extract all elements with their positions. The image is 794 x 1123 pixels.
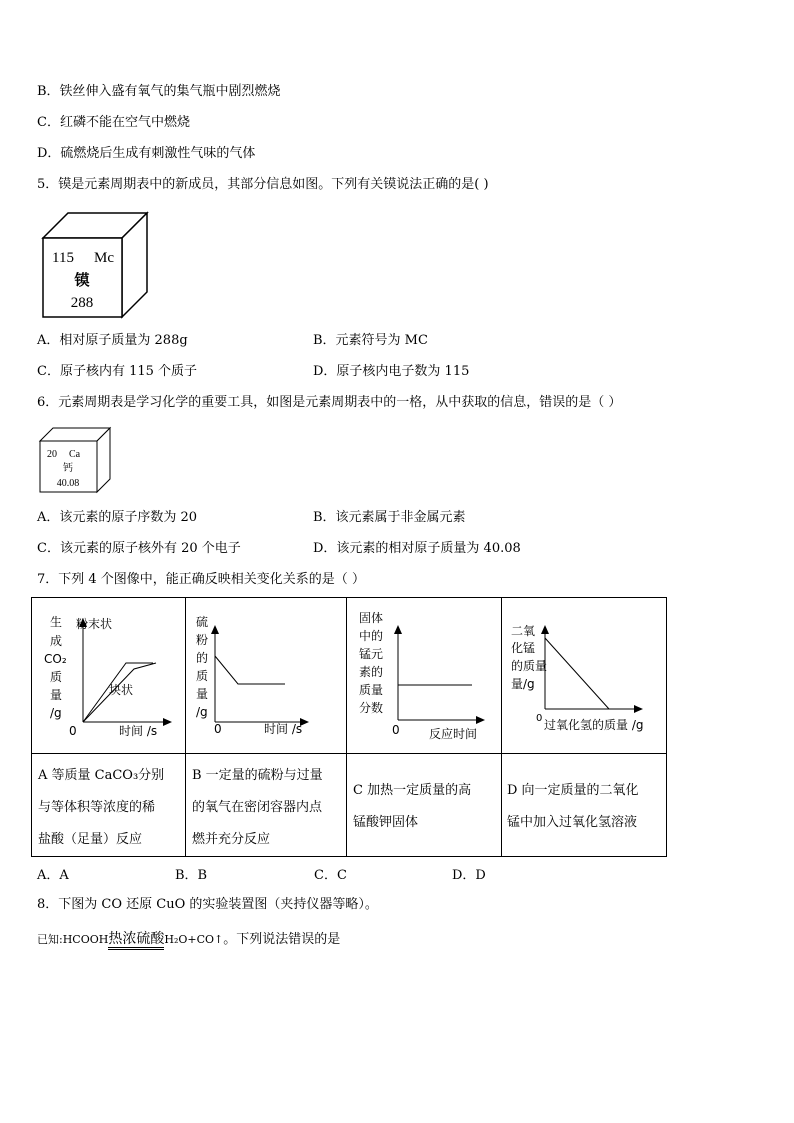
q6-tile-number: 20 — [47, 449, 57, 460]
svg-text:量/g: 量/g — [511, 677, 535, 691]
svg-text:0: 0 — [69, 724, 77, 738]
q6-option-c: C．该元素的原子核外有 20 个电子 — [37, 541, 241, 556]
q5-option-a: A．相对原子质量为 288g — [37, 333, 188, 348]
svg-text:时间 /s: 时间 /s — [119, 724, 158, 738]
svg-text:粉末状: 粉末状 — [76, 617, 113, 631]
q7-option-c: C．C — [314, 868, 347, 883]
q8-stem: 8．下图为 CO 还原 CuO 的实验装置图（夹持仪器等略）。 — [37, 897, 378, 912]
svg-text:量: 量 — [196, 687, 209, 701]
q7-caption-d: D 向一定质量的二氧化 锰中加入过氧化氢溶液 — [507, 783, 639, 830]
svg-text:素的: 素的 — [359, 665, 384, 679]
svg-text:/g: /g — [196, 705, 208, 719]
svg-text:0: 0 — [392, 723, 400, 737]
q7-graph-c — [347, 598, 501, 753]
q5-option-d: D．原子核内电子数为 115 — [313, 364, 470, 379]
q7-graph-d — [502, 598, 667, 753]
q8-known-suffix: 。下列说法错误的是 — [223, 932, 341, 947]
q7-graph-table — [31, 597, 667, 857]
svg-text:硫: 硫 — [196, 615, 209, 629]
q6-tile-mass: 40.08 — [56, 478, 80, 489]
svg-text:0: 0 — [214, 722, 222, 736]
svg-text:/g: /g — [50, 706, 62, 720]
q5-tile-mass: 288 — [70, 295, 94, 311]
svg-text:化锰: 化锰 — [511, 641, 536, 655]
q5-tile-name: 镆 — [74, 271, 90, 289]
svg-text:反应时间: 反应时间 — [429, 727, 478, 741]
svg-text:过氧化氢的质量 /g: 过氧化氢的质量 /g — [544, 718, 644, 732]
q7-caption-a: A 等质量 CaCO₃分别 与等体积等浓度的稀 盐酸（足量）反应 — [38, 768, 165, 847]
q5-tile-number: 115 — [52, 250, 74, 266]
q6-tile-name: 钙 — [63, 463, 73, 474]
q4-option-c: C．红磷不能在空气中燃烧 — [37, 115, 190, 130]
q6-element-tile — [38, 426, 112, 494]
q5-element-tile — [40, 210, 150, 320]
svg-text:时间 /s: 时间 /s — [264, 722, 303, 736]
q5-tile-symbol: Mc — [94, 250, 114, 266]
q8-reactant: 已知:HCOOH — [37, 933, 109, 946]
q7-caption-c: C 加热一定质量的高 锰酸钾固体 — [353, 783, 472, 830]
q8-condition: 热浓硫酸 — [108, 931, 164, 950]
q6-option-b: B．该元素属于非金属元素 — [313, 510, 466, 525]
svg-text:质: 质 — [50, 670, 63, 684]
svg-text:质: 质 — [196, 669, 209, 683]
svg-text:CO₂: CO₂ — [44, 652, 67, 666]
q5-stem: 5．镆是元素周期表中的新成员，其部分信息如图。下列有关镆说法正确的是( ) — [37, 177, 489, 192]
svg-text:粉: 粉 — [196, 633, 209, 647]
svg-text:成: 成 — [50, 634, 63, 648]
svg-text:锰元: 锰元 — [359, 647, 384, 661]
svg-text:中的: 中的 — [359, 629, 384, 643]
q6-tile-symbol: Ca — [69, 449, 81, 460]
svg-text:二氧: 二氧 — [511, 624, 536, 638]
svg-text:质量: 质量 — [359, 683, 384, 697]
svg-text:的质量: 的质量 — [511, 659, 548, 673]
q6-option-d: D．该元素的相对原子质量为 40.08 — [313, 541, 521, 556]
q4-option-b: B．铁丝伸入盛有氧气的集气瓶中剧烈燃烧 — [37, 84, 281, 99]
q7-option-a: A．A — [37, 868, 69, 883]
q4-option-d: D．硫燃烧后生成有刺激性气味的气体 — [37, 146, 256, 161]
svg-text:0: 0 — [536, 713, 543, 724]
q7-stem: 7．下列 4 个图像中，能正确反映相关变化关系的是（ ） — [37, 572, 365, 587]
q7-option-b: B．B — [175, 868, 208, 883]
q5-option-b: B．元素符号为 MC — [313, 333, 428, 348]
q6-option-a: A．该元素的原子序数为 20 — [37, 510, 198, 525]
q7-caption-b: B 一定量的硫粉与过量 的氧气在密闭容器内点 燃并充分反应 — [192, 768, 323, 847]
svg-text:量: 量 — [50, 688, 63, 702]
svg-text:生: 生 — [50, 615, 63, 629]
svg-text:固体: 固体 — [359, 611, 384, 625]
svg-text:的: 的 — [196, 651, 209, 665]
q7-graph-b — [186, 598, 346, 753]
q5-option-c: C．原子核内有 115 个质子 — [37, 364, 198, 379]
q7-option-d: D．D — [452, 868, 486, 883]
q7-graph-a — [32, 598, 185, 753]
q8-known-equation — [37, 930, 340, 949]
q6-stem: 6．元素周期表是学习化学的重要工具，如图是元素周期表中的一格，从中获取的信息，错误的是（ ） — [37, 395, 622, 410]
svg-text:块状: 块状 — [109, 683, 134, 697]
q8-products: H₂O+CO↑ — [164, 933, 224, 946]
svg-text:分数: 分数 — [359, 701, 384, 715]
